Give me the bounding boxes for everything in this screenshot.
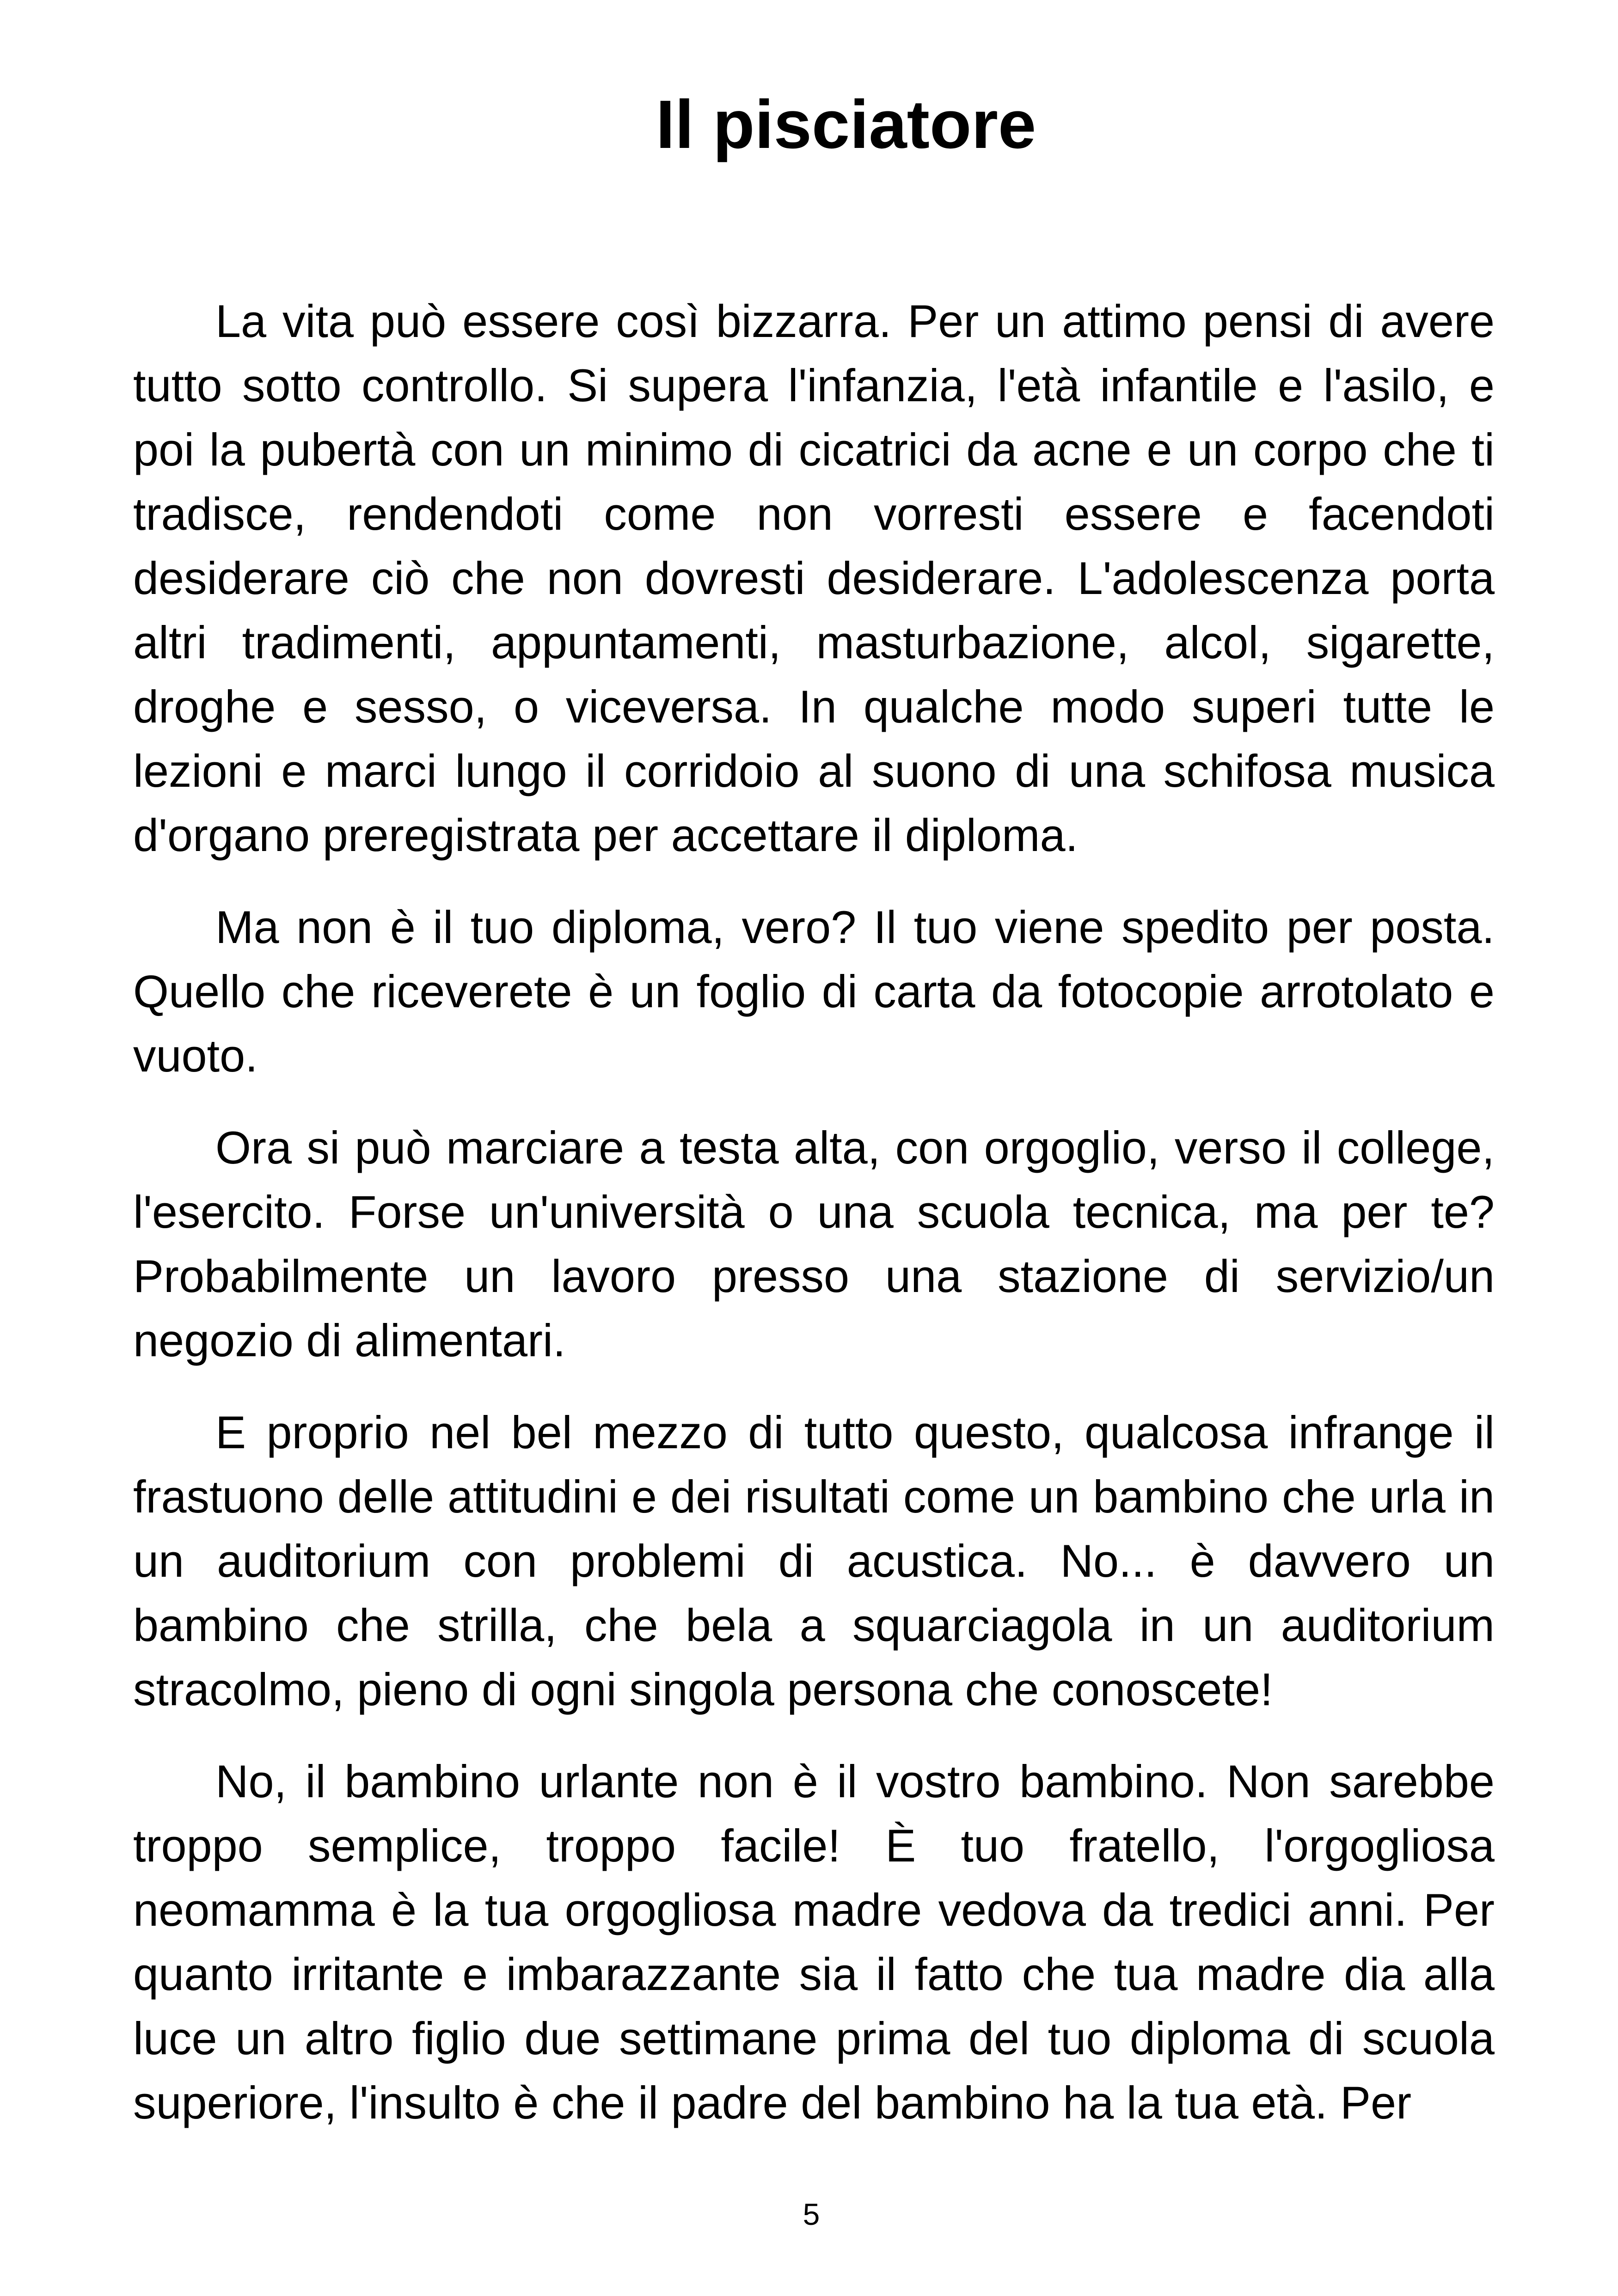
body-text [133, 289, 1495, 2162]
page-title: Il pisciatore [656, 86, 1036, 163]
paragraph-2: Ma non è il tuo diploma, vero? Il tuo viene spedito per posta. Quello che riceverete è un foglio di carta da fotocopie arrotolato e vuoto. [133, 901, 1495, 1081]
paragraph-1: La vita può essere così bizzarra. Per un attimo pensi di avere tutto sotto controllo. Si supera l'infanzia, l'età infantile e l'asilo, e poi la pubertà con un minimo di cicatrici da acne e un corpo che ti tradisce, rendendoti come non vorresti essere e facendoti desiderare ciò che non dovresti desiderare. L'adolescenza porta altri tradimenti, appuntamenti, masturbazione, alcol, sigarette, droghe e sesso, o viceversa. In qualche modo superi tutte le lezioni e marci lungo il corridoio al suono di una schifosa musica d'organo preregistrata per accettare il diploma. [133, 295, 1495, 861]
paragraph-3: Ora si può marciare a testa alta, con orgoglio, verso il college, l'esercito. Forse un'università o una scuola tecnica, ma per te? Probabilmente un lavoro presso una stazione di servizio/un negozio di alimentari. [133, 1122, 1495, 1366]
paragraph-5: No, il bambino urlante non è il vostro bambino. Non sarebbe troppo semplice, troppo facile! È tuo fratello, l'orgogliosa neomamma è la tua orgogliosa madre vedova da tredici anni. Per quanto irritante e imbarazzante sia il fatto che tua madre dia alla luce un altro figlio due settimane prima del tuo diploma di scuola superiore, l'insulto è che il padre del bambino ha la tua età. Per [133, 1756, 1495, 2128]
paragraph-4: E proprio nel bel mezzo di tutto questo, qualcosa infrange il frastuono delle attitudini e dei risultati come un bambino che urla in un auditorium con problemi di acustica. No... è davvero un bambino che strilla, che bela a squarciagola in un auditorium stracolmo, pieno di ogni singola persona che conoscete! [133, 1407, 1495, 1715]
page-number: 5 [803, 2197, 820, 2231]
